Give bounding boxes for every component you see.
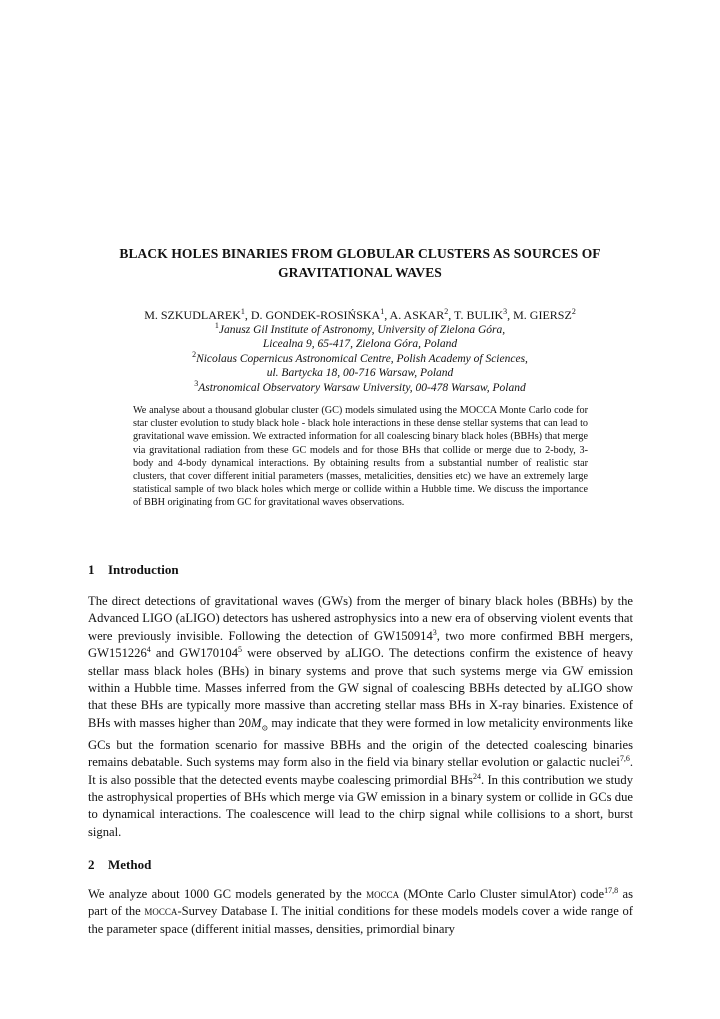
- title-line-2: GRAVITATIONAL WAVES: [278, 265, 442, 280]
- affiliation-line: Astronomical Observatory Warsaw University, 00-478 Warsaw, Poland: [198, 381, 526, 394]
- affiliation-2: [60, 348, 660, 381]
- abstract: We analyse about a thousand globular cluster (GC) models simulated using the MOCCA Monte Carlo code for star cluster evolution to study black hole - black hole interactions in these dense stellar systems that can lead to gravitational wave emission. We extracted information for all coalescing binary black holes (BBHs) that merge via gravitational radiation from these GC models and for those BHs that collide or merge due to 2-body, 3-body and 4-body dynamical interactions. By obtaining results from a substantial number of realistic star clusters, that cover different initial parameters (masses, metalicities, densities etc) we have an extremely large statistical sample of two black holes which merge or collide within a Hubble time. We discuss the importance of BBH originating from GC for gravitational waves observations.: [133, 405, 588, 509]
- affiliation-mark: 1: [214, 321, 219, 330]
- body-text-run: . It is also possible that the detected events maybe coalescing primordial BHs: [88, 755, 633, 787]
- citation-ref: 17,8: [604, 885, 619, 895]
- citation-ref: 7,6: [619, 753, 630, 763]
- code-name: mocca: [144, 904, 178, 919]
- author: M. SZKUDLAREK: [144, 308, 241, 322]
- citation-ref: 3: [432, 627, 437, 637]
- body-text-run: were observed by aLIGO. The detections confirm the existence of heavy stellar mass black holes (BHs) in binary systems and prove that such systems merge via GW emission within a Hubble time. Masses inferred from the GW signal of coalescing BBHs detected by aLIGO show that these BHs are typically more massive than accreting stellar mass BHs in X-ray binaries. Existence of BHs with masses higher than 20: [88, 646, 633, 730]
- affiliation-1: [60, 319, 660, 352]
- affiliation-mark: 3: [194, 379, 199, 388]
- section-body-method: [88, 886, 633, 938]
- affiliation-line: Licealna 9, 65-417, Zielona Góra, Poland: [262, 338, 458, 351]
- affiliation-3: [60, 377, 660, 395]
- section-title: Method: [108, 857, 152, 872]
- section-title: Introduction: [108, 562, 179, 577]
- section-number: 1: [88, 562, 95, 577]
- author: D. GONDEK-ROSIŃSKA: [250, 308, 381, 322]
- body-text-run: . In this contribution we study the astrophysical properties of BHs which merge via GW emission in a binary system or collide in GCs due to dynamical interactions. The coalescence will lead to the chirp signal while collisions to a short, burst signal.: [88, 772, 633, 839]
- citation-ref: 24: [472, 771, 481, 781]
- body-text-run: , two more confirmed BBH mergers, GW151226: [88, 628, 633, 661]
- author-affiliation-mark: 1: [380, 307, 385, 316]
- body-text-run: -Survey Database I. The initial conditions for these models models cover a wide range of the parameter space (different initial masses, densities, primordial binary: [88, 904, 633, 936]
- body-text-run: and GW170104: [150, 646, 238, 661]
- author-affiliation-mark: 1: [240, 307, 245, 316]
- solar-mass-symbol: M: [251, 715, 262, 730]
- body-text-run: (MOnte Carlo Cluster simulAtor) code: [399, 887, 605, 901]
- body-text-run: The direct detections of gravitational waves (GWs) from the merger of binary black holes (BBHs) by the Advanced LIGO (aLIGO) detectors has ushered astrophysics into a new era of observing violent events that were previously invisible. Following the detection of GW150914: [88, 594, 633, 643]
- affiliation-line: Janusz Gil Institute of Astronomy, University of Zielona Góra,: [218, 323, 506, 336]
- section-body-introduction: [88, 593, 633, 841]
- section-heading-introduction: [88, 562, 179, 578]
- body-text-run: may indicate that they were formed in low metalicity environments like GCs but the formation scenario for massive BBHs and the origin of the detected coalescing binaries remains debatable. Such systems may form also in the field via binary stellar evolution or galactic nuclei: [88, 715, 634, 770]
- body-text-run: We analyze about 1000 GC models generated by the: [88, 887, 367, 901]
- section-number: 2: [88, 857, 95, 872]
- author-affiliation-mark: 3: [503, 307, 508, 316]
- affiliation-line: Nicolaus Copernicus Astronomical Centre, Polish Academy of Sciences,: [196, 352, 528, 365]
- author-list: M. SZKUDLAREK$^1$, D. GONDEK-ROSIŃSKA$^1$, A. ASKAR$^2$, T. BULIK$^3$, M. GIERSZ$^2$: [144, 307, 576, 322]
- solar-mass-subscript: ⊙: [261, 723, 269, 733]
- author: A. ASKAR: [389, 308, 445, 322]
- body-text-run: as part of the: [88, 887, 633, 919]
- title-line-1: BLACK HOLES BINARIES FROM GLOBULAR CLUSTERS AS SOURCES OF: [119, 246, 601, 261]
- author-affiliation-mark: 2: [571, 307, 576, 316]
- citation-ref: 4: [146, 645, 151, 655]
- author-affiliation-mark: 2: [444, 307, 449, 316]
- author: M. GIERSZ: [513, 308, 572, 322]
- affiliation-mark: 2: [192, 350, 197, 359]
- paper-title: [70, 244, 650, 282]
- author: T. BULIK: [454, 308, 504, 322]
- affiliation-line: ul. Bartycka 18, 00-716 Warsaw, Poland: [266, 367, 454, 380]
- code-name: mocca: [366, 887, 400, 901]
- citation-ref: 5: [238, 645, 242, 655]
- section-heading-method: [88, 857, 151, 873]
